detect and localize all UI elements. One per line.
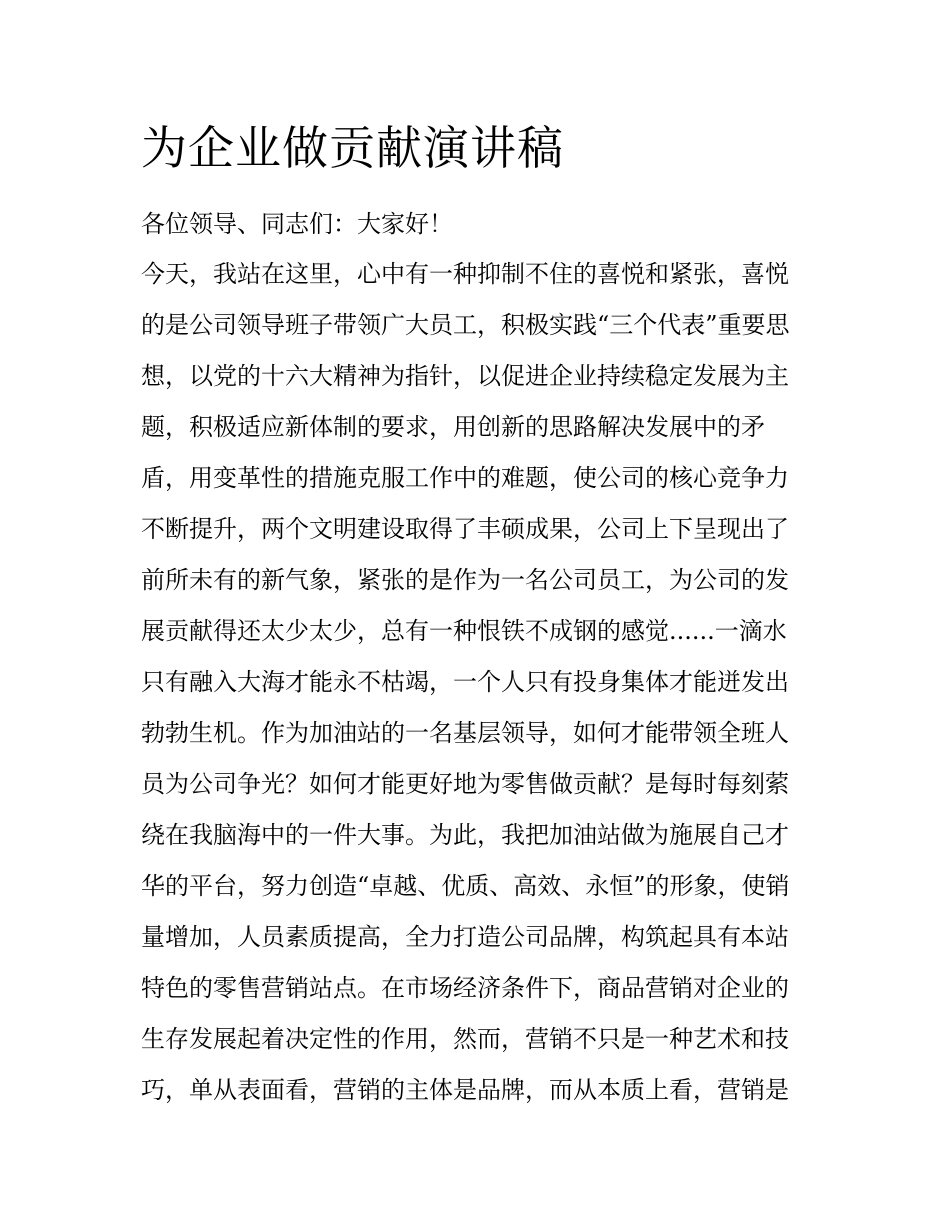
document-title: 为企业做贡献演讲稿 [141, 121, 564, 175]
body-line: 生存发展起着决定性的作用，然而，营销不只是一种艺术和技 [141, 1025, 789, 1053]
body-line: 量增加，人员素质提高，全力打造公司品牌，构筑起具有本站 [141, 923, 789, 951]
body-line: 展贡献得还太少太少，总有一种恨铁不成钢的感觉......一滴水 [141, 617, 787, 645]
body-line: 勃勃生机。作为加油站的一名基层领导，如何才能带领全班人 [141, 719, 789, 747]
body-line: 只有融入大海才能永不枯竭，一个人只有投身集体才能迸发出 [141, 668, 789, 696]
body-line: 特色的零售营销站点。在市场经济条件下，商品营销对企业的 [141, 974, 789, 1002]
body-line: 华的平台，努力创造“卓越、优质、高效、永恒”的形象，使销 [141, 872, 790, 900]
body-line: 想，以党的十六大精神为指针，以促进企业持续稳定发展为主 [141, 362, 789, 390]
body-line: 题，积极适应新体制的要求，用创新的思路解决发展中的矛 [141, 413, 765, 441]
body-line: 绕在我脑海中的一件大事。为此，我把加油站做为施展自己才 [141, 821, 789, 849]
body-line: 不断提升，两个文明建设取得了丰硕成果，公司上下呈现出了 [141, 515, 789, 543]
body-line: 盾，用变革性的措施克服工作中的难题，使公司的核心竞争力 [141, 464, 789, 492]
body-line: 今天，我站在这里，心中有一种抑制不住的喜悦和紧张，喜悦 [141, 260, 789, 288]
body-text [141, 254, 821, 1121]
body-line: 的是公司领导班子带领广大员工，积极实践“三个代表”重要思 [141, 311, 790, 339]
body-line: 员为公司争光？如何才能更好地为零售做贡献？是每时每刻萦 [141, 770, 789, 798]
body-line: 前所未有的新气象，紧张的是作为一名公司员工，为公司的发 [141, 566, 789, 594]
body-line: 巧，单从表面看，营销的主体是品牌，而从本质上看，营销是 [141, 1076, 789, 1104]
greeting-line: 各位领导、同志们：大家好！ [141, 210, 453, 238]
